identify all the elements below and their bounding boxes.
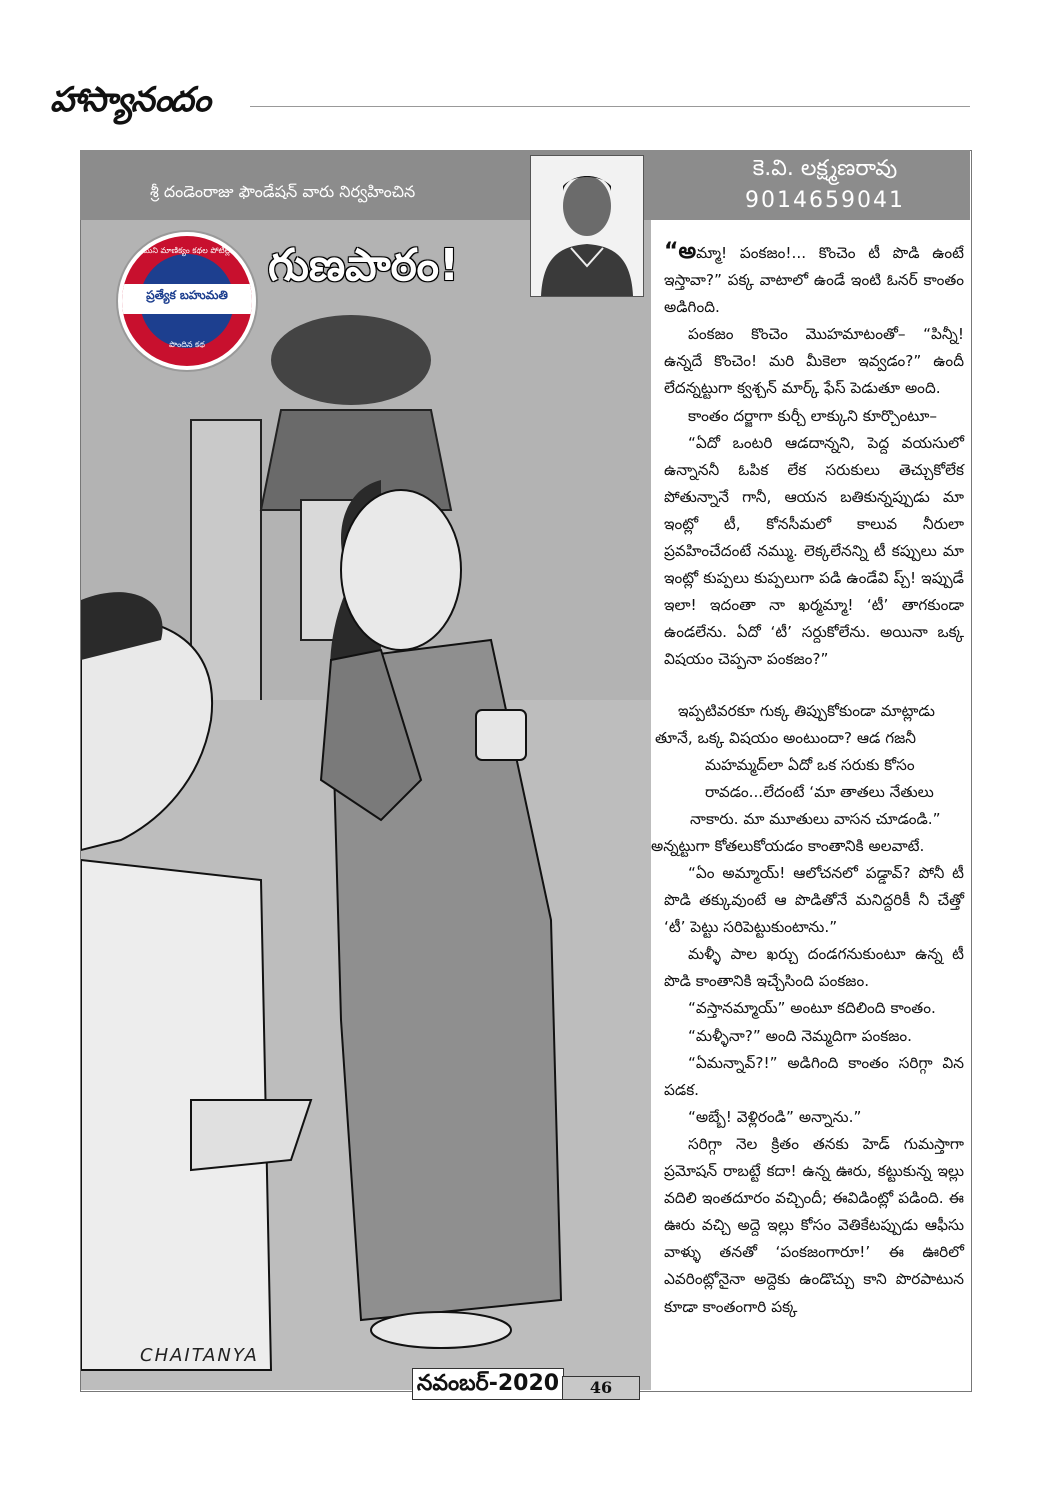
paragraph-1-text: మ్మా! పంకజం!... కొంచెం టీ పొడి ఉంటే ఇస్తావా?” పక్క వాటాలో ఉండే ఇంటి ఓనర్ కాంతం అడిగింది. bbox=[664, 244, 964, 317]
wrap-line-1: ఇప్పటివరకూ గుక్క తిప్పుకోకుండా మాట్లాడు bbox=[678, 702, 935, 720]
author-portrait-icon bbox=[531, 156, 643, 296]
author-name: కె.వి. లక్ష్మణరావు bbox=[752, 156, 898, 181]
wrap-line-2: తూనే, ఒక్క విషయం అంటుందా? ఆడ గజనీ bbox=[655, 729, 917, 747]
story-text bbox=[664, 238, 964, 674]
badge-bottom-text: పొందిన కథ bbox=[169, 340, 205, 349]
masthead-logo-text: హాస్యానందం bbox=[50, 80, 210, 120]
author-photo bbox=[530, 155, 644, 297]
award-badge bbox=[118, 232, 256, 370]
story-paragraph-8: “వస్తానమ్మాయ్” అంటూ కదిలింది కాంతం. bbox=[688, 999, 936, 1018]
masthead-rule bbox=[250, 106, 970, 107]
badge-top-text: ముని మాణిక్యం కథల పోటీల్లో bbox=[141, 246, 233, 255]
wrap-line-6: అన్నట్టుగా కోతలుకోయడం కాంతానికి అలవాటే. bbox=[651, 837, 925, 855]
wrap-line-4: రావడం...లేదంటే ‘మా తాతలు నేతులు bbox=[705, 783, 934, 801]
illustrator-signature: CHAITANYA bbox=[140, 1345, 259, 1366]
author-box bbox=[680, 150, 970, 220]
story-paragraph-9: “మళ్ళీనా?” అంది నెమ్మదిగా పంకజం. bbox=[688, 1026, 912, 1045]
story-paragraph-11: “అబ్బే! వెళ్లిరండి” అన్నాను.” bbox=[688, 1107, 862, 1126]
story-illustration bbox=[81, 220, 651, 1390]
story-paragraph-1 bbox=[664, 238, 964, 321]
masthead-logo bbox=[50, 72, 250, 132]
story-paragraph-10: “ఏమన్నావ్?!” అడిగింది కాంతం సరిగ్గా విన పడక. bbox=[664, 1053, 964, 1099]
story-paragraph-4: “ఏదో ఒంటరి ఆడదాన్నని, పెద్ద వయసులో ఉన్నాననీ ఓపిక లేక సరుకులు తెచ్చుకోలేక పోతున్నానే గానీ, ఆయన బతికున్నప్పుడు మా ఇంట్లో టీ, కోనసీమలో కాలువ నీరులా ప్రవహించేదంటే నమ్ము. లెక్కలేనన్ని టీ కప్పులు మా ఇంట్లో కుప్పలు కుప్పలుగా పడి ఉండేవి ప్చ్! ఇప్పుడే ఇలా! ఇదంతా నా ఖర్మమ్మా! ‘టీ’ తాగకుండా ఉండలేను. ఏదో ‘టీ’ సర్దుకోలేను. అయినా ఒక్క విషయం చెప్పనా పంకజం?” bbox=[664, 433, 964, 669]
sponsor-line: శ్రీ దండెంరాజు ఫౌండేషన్ వారు నిర్వహించిన bbox=[150, 182, 416, 201]
story-paragraph-6: “ఏం అమ్మాయ్! ఆలోచనలో పడ్డావ్? పోనీ టీ పొడి తక్కువుంటే ఆ పొడితోనే మనిద్దరికీ నీ చేత్తో ‘టీ’ పెట్టు సరిపెట్టుకుంటాను.” bbox=[664, 864, 964, 937]
story-paragraph-12: సరిగ్గా నెల క్రితం తనకు హెడ్ గుమస్తాగా ప్రమోషన్ రాబట్టే కదా! ఉన్న ఊరు, కట్టుకున్న ఇల్లు వదిలి ఇంతదూరం వచ్చిందీ; ఈవిడింట్లో పడింది. ఈ ఊరు వచ్చి అద్దె ఇల్లు కోసం వెతికేటప్పుడు ఆఫీసు వాళ్ళు తనతో ‘పంకజంగారూ!’ ఈ ఊరిలో ఎవరింట్లోనైనా అద్దెకు ఉండొచ్చు కాని పొరపాటున కూడా కాంతంగారి పక్క bbox=[664, 1134, 964, 1316]
story-title: గుణపాఠం! bbox=[268, 240, 460, 291]
drop-cap: “అ bbox=[664, 239, 697, 264]
wrap-line-3: మహమ్మద్‌లా ఏదో ఒక సరుకు కోసం bbox=[705, 756, 915, 774]
page-number: 46 bbox=[562, 1376, 640, 1400]
illustration-drawing bbox=[81, 220, 651, 1390]
story-paragraph-7: మళ్ళీ పాల ఖర్చు దండగనుకుంటూ ఉన్న టీ పొడి కాంతానికి ఇచ్చేసింది పంకజం. bbox=[664, 945, 964, 991]
wrap-line-5: నాకారు. మా మూతులు వాసన చూడండి.” bbox=[690, 810, 941, 828]
story-paragraph-2: పంకజం కొంచెం మొహమాటంతో– “పిన్నీ! ఉన్నదే కొంచెం! మరి మీకెలా ఇవ్వడం?” ఉందీ లేదన్నట్టుగా క్వశ్చన్ మార్క్ ఫేస్ పెడుతూ అంది. bbox=[664, 325, 964, 398]
issue-date: నవంబర్-2020 bbox=[412, 1368, 564, 1400]
author-phone: 9014659041 bbox=[745, 188, 905, 213]
badge-center-text: ప్రత్యేక బహుమతి bbox=[146, 288, 228, 302]
story-paragraph-3: కాంతం దర్జాగా కుర్చీ లాక్కుని కూర్చొంటూ– bbox=[688, 406, 937, 425]
story-text-continued bbox=[664, 860, 964, 1321]
